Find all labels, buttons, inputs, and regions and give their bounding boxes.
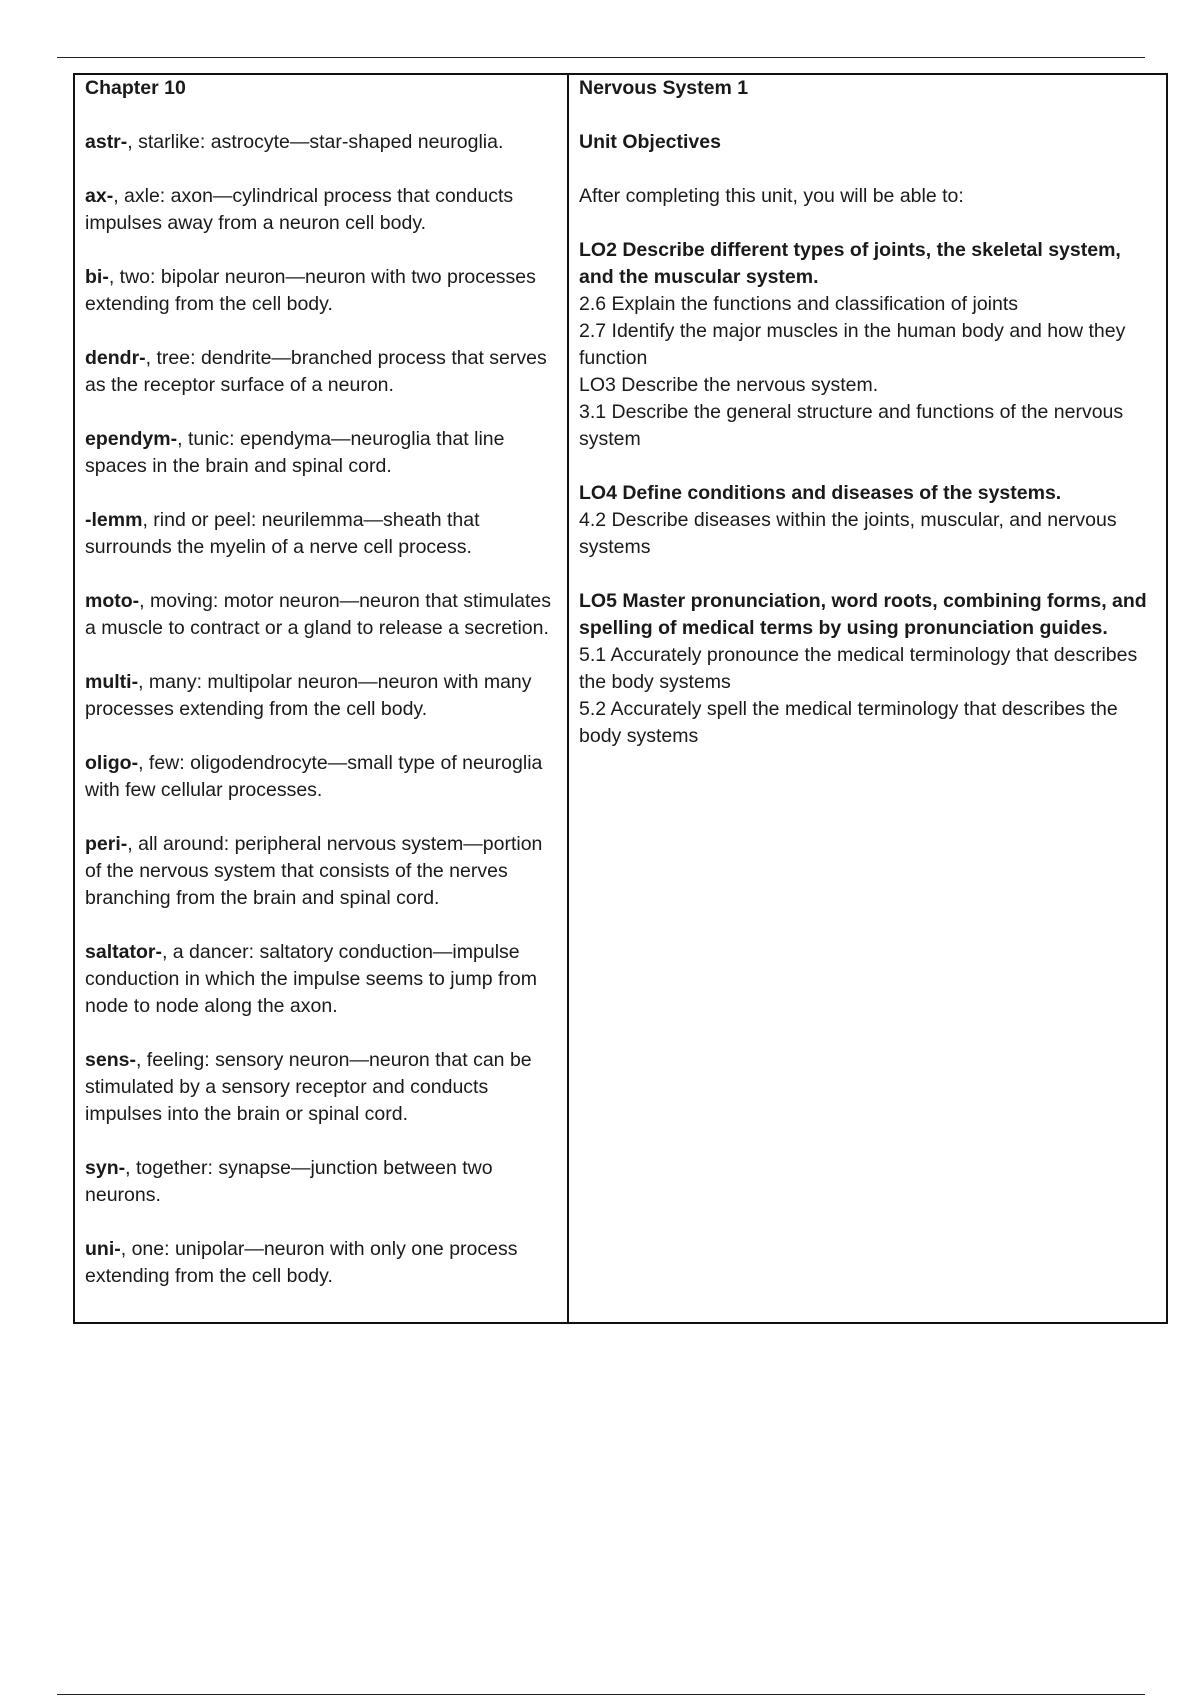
term-definition: , a dancer: saltatory conduction—impulse conduction in which the impulse seems to jump from node to node along the axon.: [85, 941, 537, 1017]
term-root: oligo-: [85, 752, 139, 774]
objectives-column: [569, 75, 1166, 1322]
term-root: sens-: [85, 1049, 136, 1071]
unit-heading: Nervous System 1: [579, 77, 749, 99]
term-entry: [85, 588, 555, 642]
term-root: peri-: [85, 833, 128, 855]
term-root: moto-: [85, 590, 140, 612]
term-definition: , all around: peripheral nervous system—portion of the nervous system that consists of the nerves branching from the brain and spinal cord.: [85, 833, 543, 909]
term-root: ependym-: [85, 428, 178, 450]
objective-item: 4.2 Describe diseases within the joints, muscular, and nervous systems: [579, 509, 1117, 558]
term-entry: [85, 1236, 555, 1290]
word-roots-column: [75, 75, 569, 1322]
term-entry: [85, 426, 555, 480]
term-definition: , moving: motor neuron—neuron that stimulates a muscle to contract or a gland to release a secretion.: [85, 590, 552, 639]
term-entry: [85, 345, 555, 399]
term-definition: , few: oligodendrocyte—small type of neuroglia with few cellular processes.: [85, 752, 543, 801]
term-entry: [85, 264, 555, 318]
term-entry: [85, 750, 555, 804]
term-root: syn-: [85, 1157, 126, 1179]
term-definition: , together: synapse—junction between two neurons.: [85, 1157, 493, 1206]
term-entry: [85, 1155, 555, 1209]
term-root: multi-: [85, 671, 139, 693]
objectives-intro: After completing this unit, you will be able to:: [579, 185, 964, 207]
objective-lo4: [579, 480, 1154, 561]
objective-lo2: [579, 237, 1154, 372]
term-definition: , two: bipolar neuron—neuron with two processes extending from the cell body.: [85, 266, 536, 315]
objectives-title: Unit Objectives: [579, 131, 721, 153]
term-entry: [85, 1047, 555, 1128]
term-entry: [85, 669, 555, 723]
objective-item: 2.6 Explain the functions and classification of joints: [579, 293, 1019, 315]
term-entry: [85, 129, 555, 156]
term-root: -lemm: [85, 509, 143, 531]
term-entry: [85, 183, 555, 237]
term-root: uni-: [85, 1238, 121, 1260]
objective-title: LO3 Describe the nervous system.: [579, 374, 879, 396]
term-definition: , tunic: ependyma—neuroglia that line spaces in the brain and spinal cord.: [85, 428, 505, 477]
objective-title: LO2 Describe different types of joints, the skeletal system, and the muscular system.: [579, 239, 1121, 288]
objective-item: 5.1 Accurately pronounce the medical terminology that describes the body systems: [579, 644, 1138, 693]
objective-lo5: [579, 588, 1154, 750]
objective-lo3: [579, 372, 1154, 453]
objective-title: LO5 Master pronunciation, word roots, combining forms, and spelling of medical terms by using pronunciation guides.: [579, 590, 1147, 639]
term-definition: , axle: axon—cylindrical process that conducts impulses away from a neuron cell body.: [85, 185, 514, 234]
term-definition: , feeling: sensory neuron—neuron that can be stimulated by a sensory receptor and conducts impulses into the brain or spinal cord.: [85, 1049, 532, 1125]
term-root: bi-: [85, 266, 109, 288]
footer-rule: [57, 1694, 1145, 1695]
term-entry: [85, 939, 555, 1020]
term-entry: [85, 507, 555, 561]
term-definition: , one: unipolar—neuron with only one process extending from the cell body.: [85, 1238, 518, 1287]
term-root: astr-: [85, 131, 128, 153]
objective-item: 2.7 Identify the major muscles in the human body and how they function: [579, 320, 1126, 369]
objective-item: 5.2 Accurately spell the medical terminology that describes the body systems: [579, 698, 1118, 747]
term-definition: , starlike: astrocyte—star-shaped neuroglia.: [127, 131, 504, 153]
term-entry: [85, 831, 555, 912]
term-definition: , rind or peel: neurilemma—sheath that surrounds the myelin of a nerve cell process.: [85, 509, 480, 558]
content-table: [73, 73, 1168, 1324]
chapter-heading: Chapter 10: [85, 77, 186, 99]
objective-title: LO4 Define conditions and diseases of the systems.: [579, 482, 1062, 504]
term-definition: , many: multipolar neuron—neuron with many processes extending from the cell body.: [85, 671, 532, 720]
term-root: saltator-: [85, 941, 162, 963]
term-definition: , tree: dendrite—branched process that serves as the receptor surface of a neuron.: [85, 347, 547, 396]
header-rule: [57, 57, 1145, 58]
term-root: dendr-: [85, 347, 146, 369]
term-root: ax-: [85, 185, 114, 207]
objective-item: 3.1 Describe the general structure and functions of the nervous system: [579, 401, 1124, 450]
